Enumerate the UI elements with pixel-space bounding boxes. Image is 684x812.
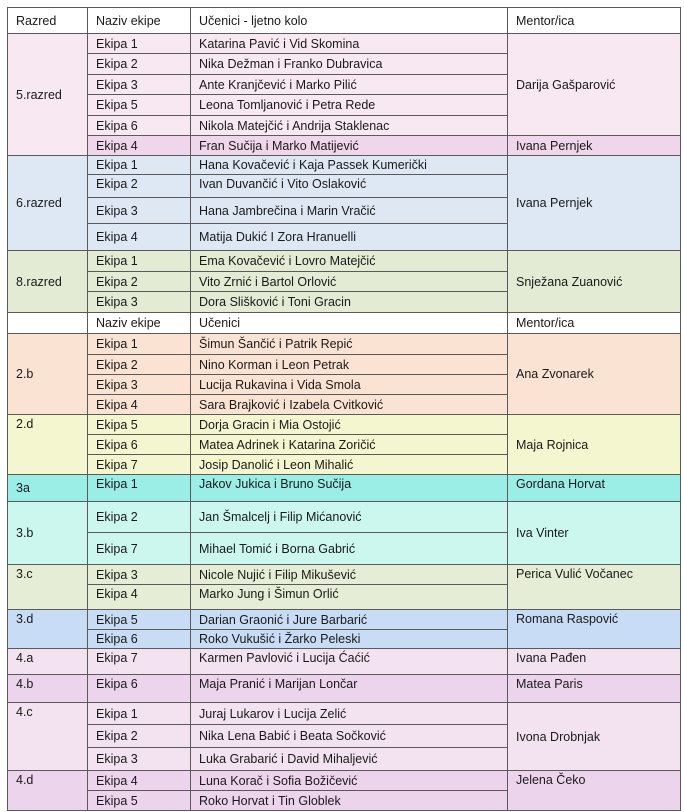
table-row xyxy=(8,136,681,156)
mentor-cell: Gordana Horvat xyxy=(508,475,681,502)
team-name-cell: Ekipa 7 xyxy=(88,649,191,675)
students-cell: Roko Horvat i Tin Globlek xyxy=(191,791,508,811)
team-name-cell: Ekipa 3 xyxy=(88,375,191,395)
students-cell: Matija Dukić I Zora Hranuelli xyxy=(191,224,508,251)
table-body xyxy=(8,8,681,811)
students-cell: Nika Dežman i Franko Dubravica xyxy=(191,54,508,75)
team-name-cell: Ekipa 6 xyxy=(88,116,191,136)
mentor-cell: Ivana Pernjek xyxy=(508,136,681,156)
students-cell: Nikola Matejčić i Andrija Staklenac xyxy=(191,116,508,136)
team-name-cell: Ekipa 4 xyxy=(88,395,191,415)
table-row xyxy=(8,34,681,54)
table-row xyxy=(8,415,681,435)
class-cell: 4.d xyxy=(8,771,88,811)
header2-ucenici: Učenici xyxy=(191,313,508,334)
table-row xyxy=(8,771,681,791)
team-name-cell: Ekipa 2 xyxy=(88,175,191,198)
students-cell: Jakov Jukica i Bruno Sučija xyxy=(191,475,508,502)
class-cell: 3.c xyxy=(8,565,88,610)
table-row xyxy=(8,703,681,725)
students-cell: Nino Korman i Leon Petrak xyxy=(191,355,508,375)
team-name-cell: Ekipa 3 xyxy=(88,292,191,313)
team-name-cell: Ekipa 5 xyxy=(88,95,191,116)
students-cell: Roko Vukušić i Žarko Peleski xyxy=(191,630,508,649)
team-name-cell: Ekipa 4 xyxy=(88,136,191,156)
team-name-cell: Ekipa 1 xyxy=(88,475,191,502)
team-name-cell: Ekipa 2 xyxy=(88,502,191,533)
header-razred: Razred xyxy=(8,8,88,34)
class-cell: 4.a xyxy=(8,649,88,675)
mentor-cell: Snježana Zuanović xyxy=(508,251,681,313)
team-name-cell: Ekipa 6 xyxy=(88,630,191,649)
team-name-cell: Ekipa 7 xyxy=(88,455,191,475)
team-name-cell: Ekipa 7 xyxy=(88,533,191,565)
class-cell: 4.c xyxy=(8,703,88,771)
team-name-cell: Ekipa 1 xyxy=(88,251,191,272)
mentor-cell: Darija Gašparović xyxy=(508,34,681,136)
team-name-cell: Ekipa 2 xyxy=(88,725,191,748)
header-row xyxy=(8,8,681,34)
team-name-cell: Ekipa 4 xyxy=(88,771,191,791)
students-cell: Dorja Gracin i Mia Ostojić xyxy=(191,415,508,435)
mentor-cell: Ivana Pernjek xyxy=(508,156,681,251)
team-name-cell: Ekipa 4 xyxy=(88,585,191,610)
table-row xyxy=(8,251,681,272)
students-cell: Katarina Pavić i Vid Skomina xyxy=(191,34,508,54)
class-cell: 2.b xyxy=(8,334,88,415)
header-ucenici: Učenici - ljetno kolo xyxy=(191,8,508,34)
students-cell: Jan Šmalcelj i Filip Mićanović xyxy=(191,502,508,533)
team-name-cell: Ekipa 6 xyxy=(88,435,191,455)
table-row xyxy=(8,334,681,355)
students-cell: Karmen Pavlović i Lucija Ćaćić xyxy=(191,649,508,675)
team-name-cell: Ekipa 5 xyxy=(88,415,191,435)
mentor-cell: Matea Paris xyxy=(508,675,681,703)
students-cell: Lucija Rukavina i Vida Smola xyxy=(191,375,508,395)
class-cell: 6.razred xyxy=(8,156,88,251)
students-cell: Luka Grabarić i David Mihaljević xyxy=(191,748,508,771)
students-cell: Sara Brajković i Izabela Cvitković xyxy=(191,395,508,415)
header2-razred xyxy=(8,313,88,334)
team-name-cell: Ekipa 3 xyxy=(88,748,191,771)
students-cell: Leona Tomljanović i Petra Rede xyxy=(191,95,508,116)
team-name-cell: Ekipa 4 xyxy=(88,224,191,251)
class-cell: 4.b xyxy=(8,675,88,703)
team-name-cell: Ekipa 2 xyxy=(88,272,191,292)
team-name-cell: Ekipa 3 xyxy=(88,75,191,95)
class-cell: 3.d xyxy=(8,610,88,649)
students-cell: Dora Slišković i Toni Gracin xyxy=(191,292,508,313)
header2-mentor: Mentor/ica xyxy=(508,313,681,334)
students-cell: Fran Sučija i Marko Matijević xyxy=(191,136,508,156)
students-cell: Mihael Tomić i Borna Gabrić xyxy=(191,533,508,565)
team-name-cell: Ekipa 1 xyxy=(88,34,191,54)
mentor-cell: Ivana Pađen xyxy=(508,649,681,675)
students-cell: Josip Danolić i Leon Mihalić xyxy=(191,455,508,475)
students-cell: Darian Graonić i Jure Barbarić xyxy=(191,610,508,630)
table-row xyxy=(8,565,681,585)
table-row xyxy=(8,649,681,675)
students-cell: Ema Kovačević i Lovro Matejčić xyxy=(191,251,508,272)
table-row xyxy=(8,610,681,630)
team-name-cell: Ekipa 5 xyxy=(88,791,191,811)
class-cell: 2.d xyxy=(8,415,88,475)
mentor-cell: Romana Raspović xyxy=(508,610,681,649)
table-row xyxy=(8,502,681,533)
students-cell: Nika Lena Babić i Beata Sočković xyxy=(191,725,508,748)
students-cell: Marko Jung i Šimun Orlić xyxy=(191,585,508,610)
students-cell: Juraj Lukarov i Lucija Zelić xyxy=(191,703,508,725)
mentor-cell: Maja Rojnica xyxy=(508,415,681,475)
mentor-cell: Iva Vinter xyxy=(508,502,681,565)
team-name-cell: Ekipa 1 xyxy=(88,334,191,355)
mentor-cell: Ana Zvonarek xyxy=(508,334,681,415)
mentor-cell: Ivona Drobnjak xyxy=(508,703,681,771)
team-name-cell: Ekipa 1 xyxy=(88,156,191,175)
header-naziv-ekipe: Naziv ekipe xyxy=(88,8,191,34)
table-row xyxy=(8,475,681,502)
students-cell: Matea Adrinek i Katarina Zoričić xyxy=(191,435,508,455)
team-name-cell: Ekipa 3 xyxy=(88,565,191,585)
class-cell: 3.b xyxy=(8,502,88,565)
team-name-cell: Ekipa 5 xyxy=(88,610,191,630)
class-cell: 5.razred xyxy=(8,34,88,156)
table-row xyxy=(8,156,681,175)
team-name-cell: Ekipa 3 xyxy=(88,198,191,224)
students-cell: Ante Kranjčević i Marko Pilić xyxy=(191,75,508,95)
section-header-row xyxy=(8,313,681,334)
students-cell: Ivan Duvančić i Vito Oslaković xyxy=(191,175,508,198)
students-cell: Šimun Šančić i Patrik Repić xyxy=(191,334,508,355)
team-name-cell: Ekipa 2 xyxy=(88,54,191,75)
header-mentor: Mentor/ica xyxy=(508,8,681,34)
team-schedule-table xyxy=(7,7,681,811)
class-cell: 3a xyxy=(8,475,88,502)
class-cell: 8.razred xyxy=(8,251,88,313)
students-cell: Vito Zrnić i Bartol Orlović xyxy=(191,272,508,292)
students-cell: Luna Korač i Sofia Božičević xyxy=(191,771,508,791)
team-name-cell: Ekipa 2 xyxy=(88,355,191,375)
table-row xyxy=(8,675,681,703)
team-name-cell: Ekipa 6 xyxy=(88,675,191,703)
students-cell: Maja Pranić i Marijan Lončar xyxy=(191,675,508,703)
team-name-cell: Ekipa 1 xyxy=(88,703,191,725)
students-cell: Hana Jambrečina i Marin Vračić xyxy=(191,198,508,224)
mentor-cell: Perica Vulić Vočanec xyxy=(508,565,681,610)
students-cell: Nicole Nujić i Filip Mikušević xyxy=(191,565,508,585)
header2-naziv-ekipe: Naziv ekipe xyxy=(88,313,191,334)
students-cell: Hana Kovačević i Kaja Passek Kumerički xyxy=(191,156,508,175)
mentor-cell: Jelena Čeko xyxy=(508,771,681,811)
